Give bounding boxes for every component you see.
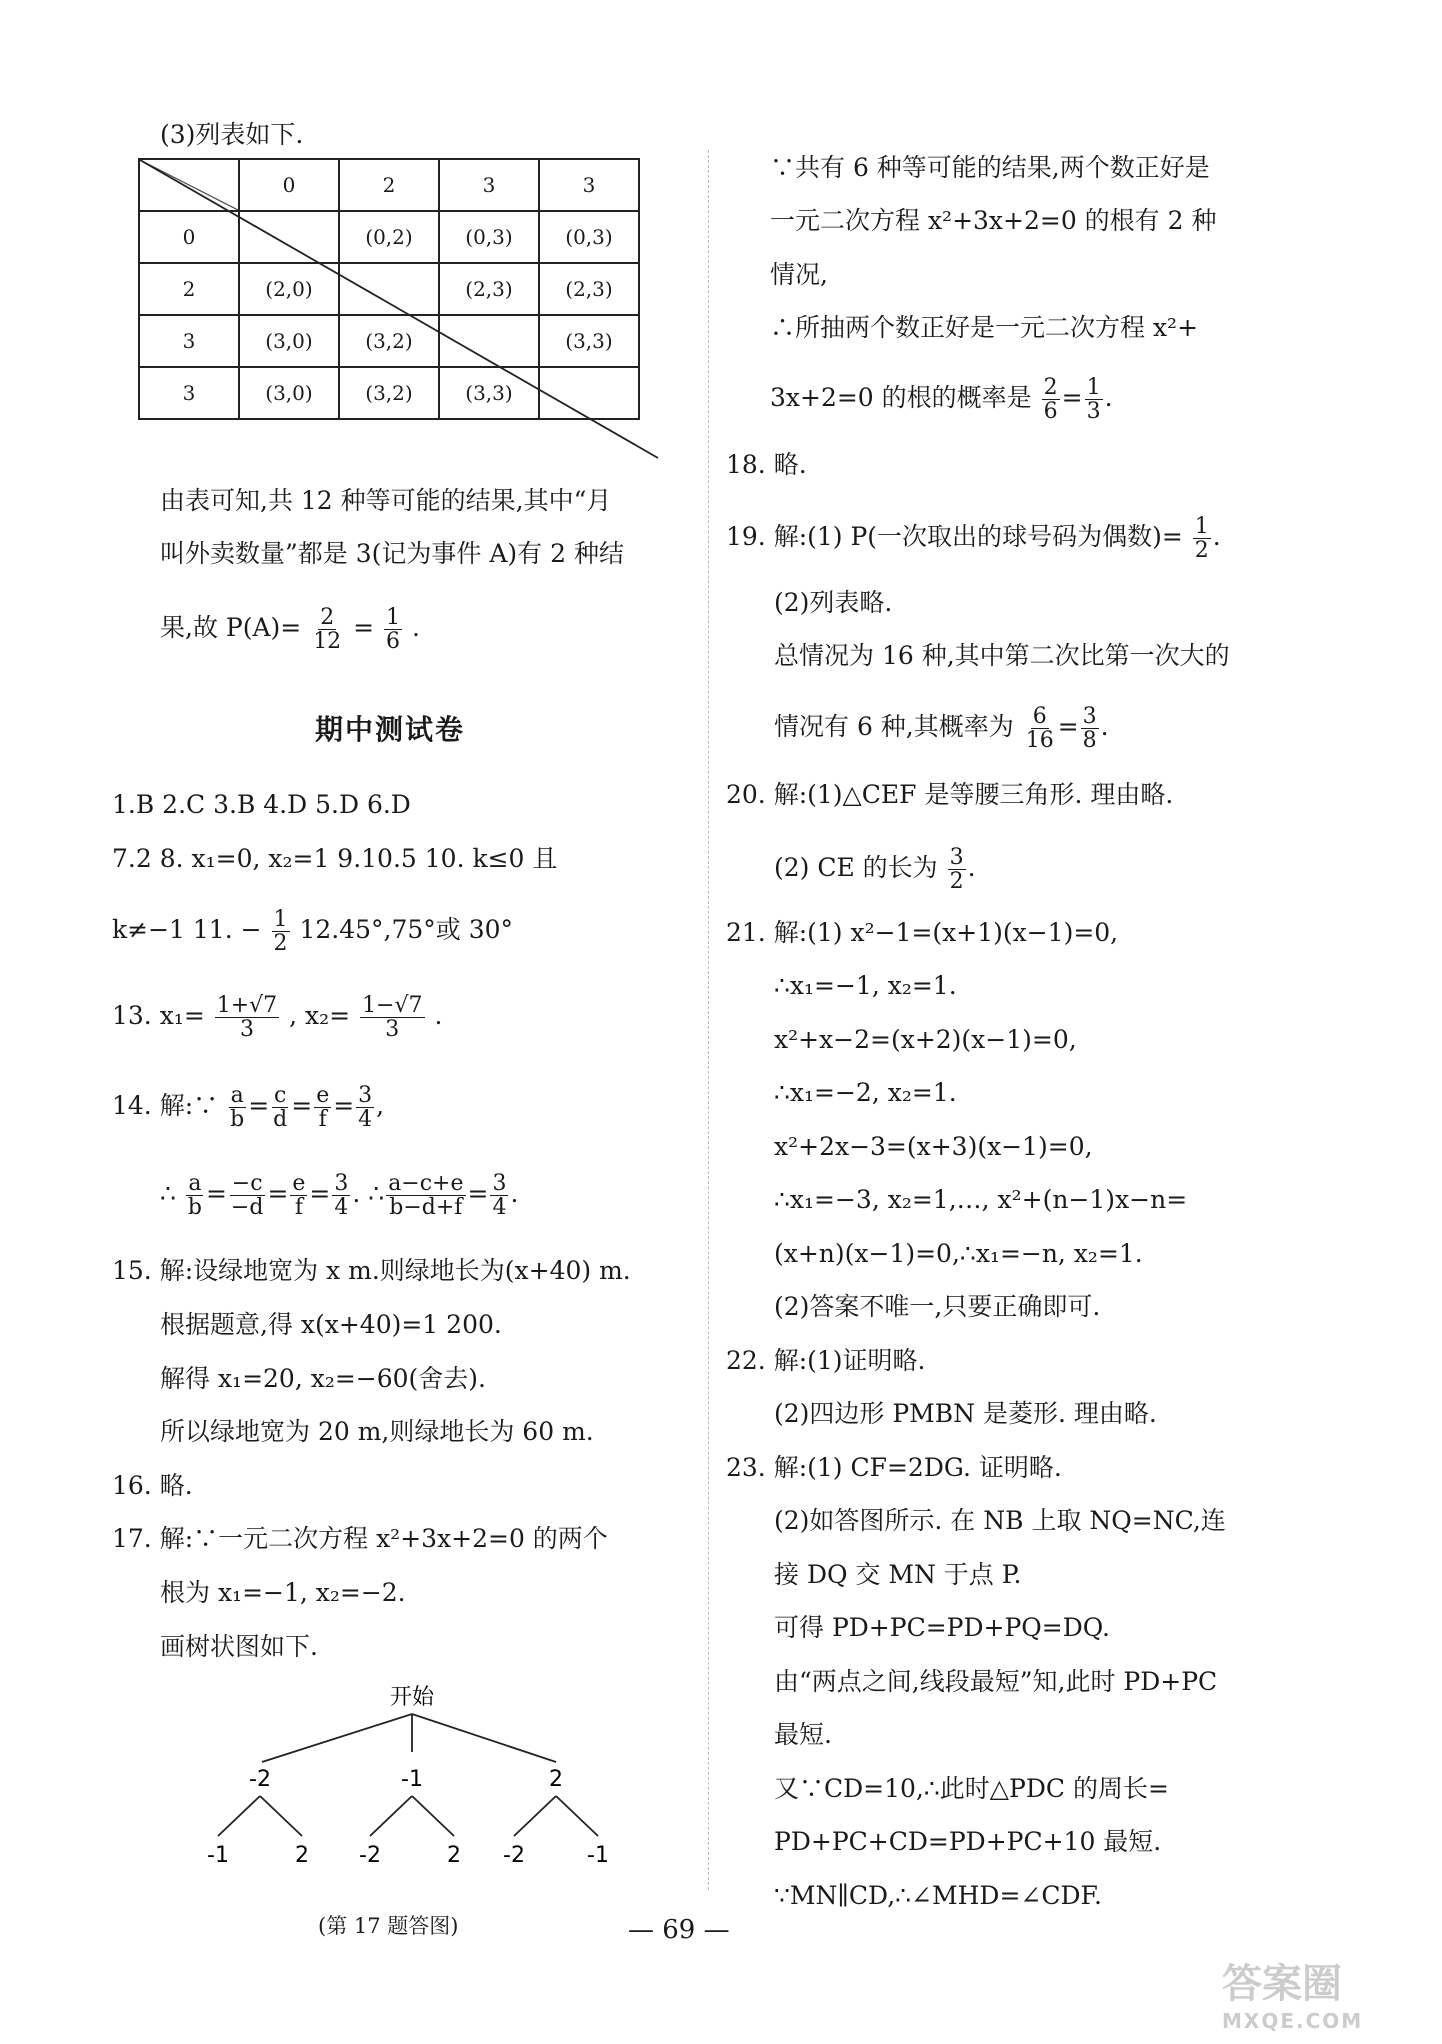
numerator: 3: [1082, 704, 1097, 729]
fraction: [1024, 705, 1056, 752]
answer-line: 一元二次方程 x²+3x+2=0 的根有 2 种: [770, 206, 1217, 235]
fraction: [311, 606, 343, 653]
table-cell: (3,2): [339, 315, 439, 367]
fraction: [1085, 376, 1103, 423]
denominator: 2: [273, 931, 288, 957]
denominator: 3: [239, 1017, 254, 1043]
answer-line: 14. 解:∵ $\frac{a}{b}$ = $\frac{c}{d}$ = $\frac{e}{f}$ = $\frac{3}{4}$ ,: [112, 1083, 385, 1133]
tree-node-l2: -2: [503, 1843, 525, 1868]
answer-line: ∴x₁=−1, x₂=1.: [774, 971, 957, 1000]
answer-line: [112, 994, 442, 1041]
text-fragment: ∴: [160, 1179, 176, 1209]
tree-node-l2: 2: [295, 1843, 309, 1868]
denominator: 2: [949, 869, 964, 895]
text-fragment: .: [412, 613, 420, 643]
page-number: — 69 —: [628, 1915, 730, 1945]
denominator: 3: [1086, 399, 1101, 425]
denominator: 8: [1082, 728, 1097, 754]
answer-line: (2)列表略.: [774, 588, 893, 617]
answer-line: 画树状图如下.: [160, 1632, 318, 1661]
answer-line: 17. 解:∵一元二次方程 x²+3x+2=0 的两个: [112, 1524, 608, 1553]
fraction: [272, 908, 290, 955]
table-cell: (0,2): [339, 211, 439, 263]
answer-line: 1.B 2.C 3.B 4.D 5.D 6.D: [112, 790, 411, 819]
tree-edge: [412, 1714, 556, 1762]
text-line: 叫外卖数量”都是 3(记为事件 A)有 2 种结: [160, 539, 624, 568]
column-divider: [708, 150, 709, 1890]
text-fragment: 12.45°,75°或 30°: [299, 915, 514, 945]
fraction: [948, 846, 966, 893]
answer-line: 18. 略.: [726, 450, 807, 479]
table-cell: (2,0): [239, 263, 339, 315]
numerator: 1: [386, 605, 401, 630]
denominator: 12: [313, 629, 342, 655]
denominator: 4: [492, 1195, 507, 1221]
table-cell: (3,2): [339, 367, 439, 419]
denominator: 4: [358, 1107, 373, 1133]
numerator: 1: [1086, 375, 1101, 400]
table-cell: (3,3): [539, 315, 639, 367]
table-row-head: 3: [139, 367, 239, 419]
answer-line: 接 DQ 交 MN 于点 P.: [774, 1560, 1022, 1589]
denominator: f: [318, 1107, 327, 1133]
table-intro: (3)列表如下.: [160, 120, 304, 149]
fraction: [186, 1172, 204, 1219]
text-fragment: , x₂=: [289, 1001, 351, 1031]
table-cell: (3,3): [439, 367, 539, 419]
answer-line: x²+2x−3=(x+3)(x−1)=0,: [774, 1132, 1093, 1161]
fraction: [356, 1084, 374, 1131]
numerator: 1+√7: [216, 993, 278, 1018]
tree-edge: [514, 1796, 556, 1836]
fraction: [290, 1172, 307, 1219]
tree-edge: [218, 1796, 260, 1836]
denominator: d: [273, 1107, 288, 1133]
fraction: [271, 1084, 289, 1131]
answer-line: ∴x₁=−2, x₂=1.: [774, 1078, 957, 1107]
answer-line: (x+n)(x−1)=0,∴x₁=−n, x₂=1.: [774, 1239, 1143, 1268]
tree-edge: [370, 1796, 412, 1836]
table-cell: (2,3): [539, 263, 639, 315]
text-fragment: 果,故 P(A)=: [160, 613, 302, 643]
text-fragment: .: [434, 1001, 443, 1031]
numerator: e: [316, 1083, 330, 1108]
denominator: 4: [334, 1195, 349, 1221]
answer-line: 最短.: [774, 1720, 832, 1749]
answer-line: 21. 解:(1) x²−1=(x+1)(x−1)=0,: [726, 918, 1119, 947]
answer-line: ∴ $\frac{a}{b}$ = $\frac{-c}{-d}$ = $\frac{e}{f}$ = $\frac{3}{4}$ . ∴ $\frac{a-c+e}{b-d+f}$ = $\frac{3}{4}$ .: [160, 1171, 519, 1221]
numerator: −c: [231, 1171, 263, 1196]
table-cell: (0,3): [539, 211, 639, 263]
tree-edge: [412, 1796, 454, 1836]
denominator: b: [230, 1107, 245, 1133]
tree-edge: [556, 1796, 598, 1836]
numerator: 1: [273, 907, 288, 932]
answer-line: 情况,: [770, 260, 828, 289]
answer-line: x²+x−2=(x+2)(x−1)=0,: [774, 1025, 1077, 1054]
numerator: 3: [358, 1083, 373, 1108]
fraction: [1081, 705, 1099, 752]
tree-node-l2: -2: [359, 1843, 381, 1868]
numerator: 1−√7: [362, 993, 423, 1018]
answer-line: 根据题意,得 x(x+40)=1 200.: [160, 1310, 502, 1339]
fraction: [1193, 515, 1211, 562]
fraction: [490, 1172, 508, 1219]
answer-line: 可得 PD+PC=PD+PQ=DQ.: [774, 1613, 1110, 1642]
denominator: b−d+f: [389, 1195, 463, 1221]
tree-node-l1: -1: [401, 1767, 423, 1792]
numerator: a−c+e: [388, 1171, 464, 1196]
tree-node-l2: -1: [207, 1843, 229, 1868]
section-title: 期中测试卷: [315, 713, 466, 746]
fraction: [386, 1172, 465, 1219]
answer-line: 解得 x₁=20, x₂=−60(舍去).: [160, 1364, 487, 1393]
denominator: 2: [1194, 538, 1209, 564]
fraction: [314, 1084, 331, 1131]
denominator: −d: [230, 1195, 264, 1221]
denominator: 3: [385, 1017, 400, 1043]
numerator: 3: [949, 845, 964, 870]
text-line: [160, 606, 420, 653]
answer-line: 23. 解:(1) CF=2DG. 证明略.: [726, 1453, 1062, 1482]
denominator: 6: [386, 629, 401, 655]
numerator: 2: [1043, 375, 1058, 400]
answer-line: ∴所抽两个数正好是一元二次方程 x²+: [770, 313, 1199, 342]
table-row-head: 3: [139, 315, 239, 367]
denominator: 16: [1025, 728, 1054, 754]
numerator: 3: [334, 1171, 349, 1196]
answer-line: 3x+2=0 的根的概率是 $\frac{2}{6}$ = $\frac{1}{3}$ .: [770, 375, 1113, 425]
answer-line: 由“两点之间,线段最短”知,此时 PD+PC: [774, 1667, 1218, 1696]
answer-line: (2)如答图所示. 在 NB 上取 NQ=NC,连: [774, 1506, 1226, 1535]
answer-line: (2) CE 的长为 $\frac{3}{2}$ .: [774, 845, 976, 895]
tree-root: 开始: [389, 1685, 435, 1710]
figure-caption: (第 17 题答图): [318, 1914, 459, 1938]
text-fragment: (2) CE 的长为: [774, 853, 938, 883]
answer-line: 又∵CD=10,∴此时△PDC 的周长=: [774, 1774, 1169, 1803]
fraction: [332, 1172, 350, 1219]
answer-line: [112, 908, 513, 955]
tree-node-l1: 2: [549, 1767, 563, 1792]
answer-line: ∵共有 6 种等可能的结果,两个数正好是: [770, 153, 1210, 182]
answer-line: 16. 略.: [112, 1471, 193, 1500]
numerator: a: [188, 1171, 202, 1196]
table-diagonal: [138, 158, 660, 460]
fraction: [384, 606, 402, 653]
text-fragment: 14. 解:∵: [112, 1091, 219, 1121]
watermark-text: 答案圈: [1222, 1961, 1342, 2007]
text-fragment: 19. 解:(1) P(一次取出的球号码为偶数)=: [726, 522, 1183, 552]
text-fragment: . ∴: [352, 1179, 385, 1209]
table-header-cell: 0: [239, 159, 339, 211]
answer-line: 19. 解:(1) P(一次取出的球号码为偶数)= $\frac{1}{2}$ .: [726, 514, 1221, 564]
tree-edge: [260, 1796, 302, 1836]
numerator: 6: [1032, 704, 1047, 729]
numerator: 2: [320, 605, 335, 630]
fraction: [1042, 376, 1060, 423]
answer-line: 情况有 6 种,其概率为 $\frac{6}{16}$ = $\frac{3}{8}$ .: [774, 704, 1109, 754]
tree-node-l2: 2: [447, 1843, 461, 1868]
numerator: e: [292, 1171, 306, 1196]
table-cell: (3,0): [239, 367, 339, 419]
fraction: [215, 994, 279, 1041]
answer-line: 22. 解:(1)证明略.: [726, 1346, 926, 1375]
numerator: 1: [1194, 514, 1209, 539]
answer-line: 根为 x₁=−1, x₂=−2.: [160, 1578, 406, 1607]
answer-line: ∵MN∥CD,∴∠MHD=∠CDF.: [774, 1881, 1102, 1910]
table-row-head: 0: [139, 211, 239, 263]
answer-line: ∴x₁=−3, x₂=1,…, x²+(n−1)x−n=: [774, 1185, 1188, 1214]
watermark-url: MXQE.COM: [1222, 2009, 1364, 2033]
watermark-logo: [1222, 1952, 1412, 2032]
answer-line: 20. 解:(1)△CEF 是等腰三角形. 理由略.: [726, 780, 1174, 809]
denominator: b: [187, 1195, 202, 1221]
text-fragment: 3x+2=0 的根的概率是: [770, 383, 1032, 413]
fraction: [360, 994, 424, 1041]
answer-line: 7.2 8. x₁=0, x₂=1 9.10.5 10. k≤0 且: [112, 844, 558, 873]
answer-line: 所以绿地宽为 20 m,则绿地长为 60 m.: [160, 1417, 594, 1446]
table-header-cell: 3: [539, 159, 639, 211]
tree-node-l2: -1: [587, 1843, 609, 1868]
answer-line: 总情况为 16 种,其中第二次比第一次大的: [774, 641, 1230, 670]
answer-line: (2)四边形 PMBN 是菱形. 理由略.: [774, 1399, 1157, 1428]
fraction: [228, 1084, 246, 1131]
table-row-head: 2: [139, 263, 239, 315]
fraction: [229, 1172, 266, 1219]
text-line: 由表可知,共 12 种等可能的结果,其中“月: [160, 486, 612, 515]
tree-node-l1: -2: [249, 1767, 271, 1792]
numerator: 3: [492, 1171, 507, 1196]
text-fragment: =: [353, 613, 375, 643]
text-fragment: 情况有 6 种,其概率为: [774, 712, 1014, 742]
table-cell: (2,3): [439, 263, 539, 315]
tree-diagram: [190, 1676, 650, 1896]
text-fragment: 13. x₁=: [112, 1001, 205, 1031]
table-header-cell: 2: [339, 159, 439, 211]
table-cell: (3,0): [239, 315, 339, 367]
numerator: a: [230, 1083, 244, 1108]
answer-line: (2)答案不唯一,只要正确即可.: [774, 1292, 1101, 1321]
denominator: 6: [1043, 399, 1058, 425]
tree-edge: [262, 1714, 412, 1762]
answer-line: PD+PC+CD=PD+PC+10 最短.: [774, 1827, 1162, 1856]
text-fragment: k≠−1 11. −: [112, 915, 262, 945]
table-header-cell: 3: [439, 159, 539, 211]
answer-line: 15. 解:设绿地宽为 x m.则绿地长为(x+40) m.: [112, 1256, 631, 1285]
table-cell: (0,3): [439, 211, 539, 263]
denominator: f: [294, 1195, 303, 1221]
numerator: c: [274, 1083, 287, 1108]
